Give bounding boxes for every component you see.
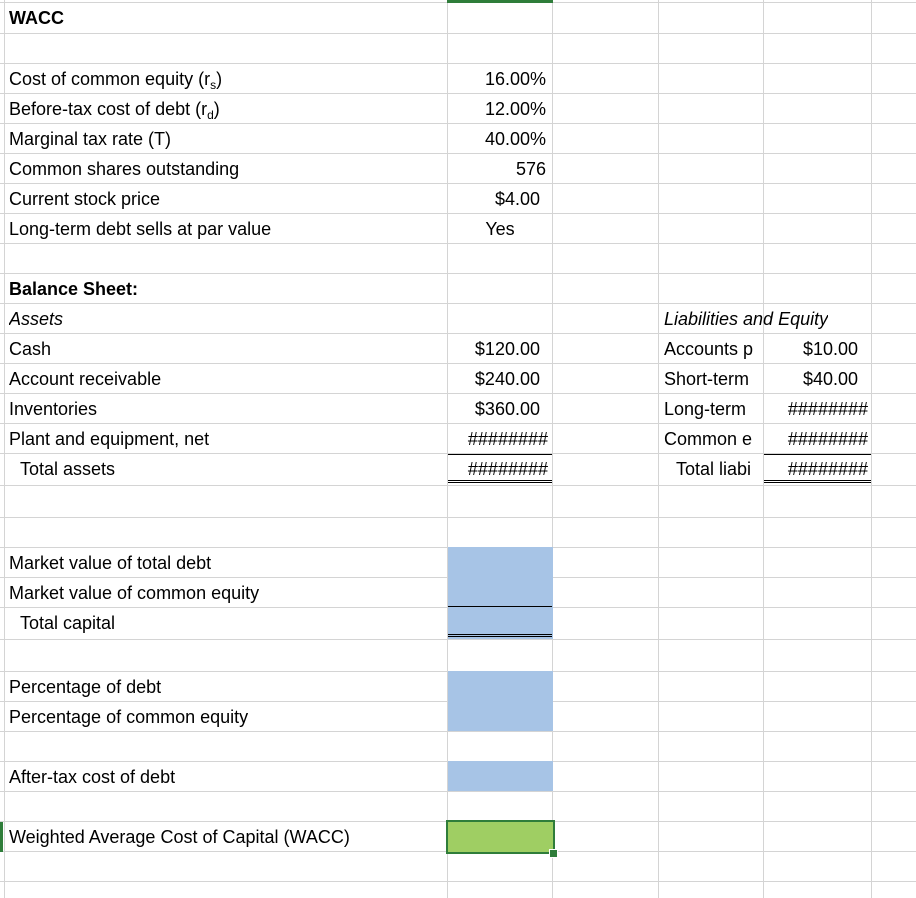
- long-term-debt-label: Long-term: [664, 399, 747, 419]
- total-assets-label: Total assets: [20, 459, 116, 479]
- debt-at-par-label: Long-term debt sells at par value: [9, 219, 272, 239]
- market-value-debt-input[interactable]: [448, 547, 553, 577]
- total-assets-value[interactable]: ########: [467, 459, 548, 479]
- total-liabilities-value[interactable]: ########: [787, 459, 868, 479]
- market-value-debt-label: Market value of total debt: [9, 553, 212, 573]
- before-tax-cost-debt-value[interactable]: 12.00%: [484, 99, 546, 119]
- balance-sheet-heading: Balance Sheet:: [9, 279, 139, 299]
- account-receivable-label: Account receivable: [9, 369, 162, 389]
- common-shares-label: Common shares outstanding: [9, 159, 240, 179]
- short-term-debt-value[interactable]: $40.00: [802, 369, 858, 389]
- account-receivable-value[interactable]: $240.00: [474, 369, 540, 389]
- market-value-equity-input[interactable]: [448, 577, 553, 607]
- inventories-label: Inventories: [9, 399, 98, 419]
- stock-price-label: Current stock price: [9, 189, 161, 209]
- long-term-debt-value[interactable]: ########: [787, 399, 868, 419]
- percentage-debt-label: Percentage of debt: [9, 677, 162, 697]
- market-value-equity-label: Market value of common equity: [9, 583, 260, 603]
- marginal-tax-rate-value[interactable]: 40.00%: [484, 129, 546, 149]
- total-capital-top-border: [448, 606, 552, 607]
- percentage-equity-label: Percentage of common equity: [9, 707, 249, 727]
- total-liabilities-label: Total liabi: [676, 459, 752, 479]
- accounts-payable-label: Accounts p: [664, 339, 754, 359]
- cost-common-equity-value[interactable]: 16.00%: [484, 69, 546, 89]
- plant-equipment-label: Plant and equipment, net: [9, 429, 210, 449]
- marginal-tax-rate-label: Marginal tax rate (T): [9, 129, 172, 149]
- sheet-title: WACC: [9, 8, 64, 28]
- cost-common-equity-label: Cost of common equity $(r_s)$: [9, 69, 223, 92]
- liabilities-heading: Liabilities and Equity: [664, 309, 829, 329]
- after-tax-cost-debt-input[interactable]: [448, 761, 553, 791]
- cash-value[interactable]: $120.00: [474, 339, 540, 359]
- percentage-debt-input[interactable]: [448, 671, 553, 701]
- total-capital-double-underline: [448, 634, 552, 637]
- wacc-label: Weighted Average Cost of Capital (WACC): [9, 827, 350, 847]
- accounts-payable-value[interactable]: $10.00: [802, 339, 858, 359]
- common-shares-value[interactable]: 576: [515, 159, 546, 179]
- common-equity-label: Common e: [664, 429, 753, 449]
- inventories-value[interactable]: $360.00: [474, 399, 540, 419]
- cash-label: Cash: [9, 339, 52, 359]
- assets-heading: Assets: [9, 309, 64, 329]
- fill-handle[interactable]: [549, 849, 558, 858]
- common-equity-value[interactable]: ########: [787, 429, 868, 449]
- before-tax-cost-debt-label: Before-tax cost of debt $(r_d)$: [9, 99, 220, 122]
- stock-price-value[interactable]: $4.00: [494, 189, 540, 209]
- total-capital-label: Total capital: [20, 613, 116, 633]
- short-term-debt-label: Short-term: [664, 369, 750, 389]
- active-cell-selection[interactable]: [446, 820, 555, 854]
- debt-at-par-value[interactable]: Yes: [485, 219, 515, 239]
- after-tax-cost-debt-label: After-tax cost of debt: [9, 767, 176, 787]
- plant-equipment-value[interactable]: ########: [467, 429, 548, 449]
- percentage-equity-input[interactable]: [448, 701, 553, 731]
